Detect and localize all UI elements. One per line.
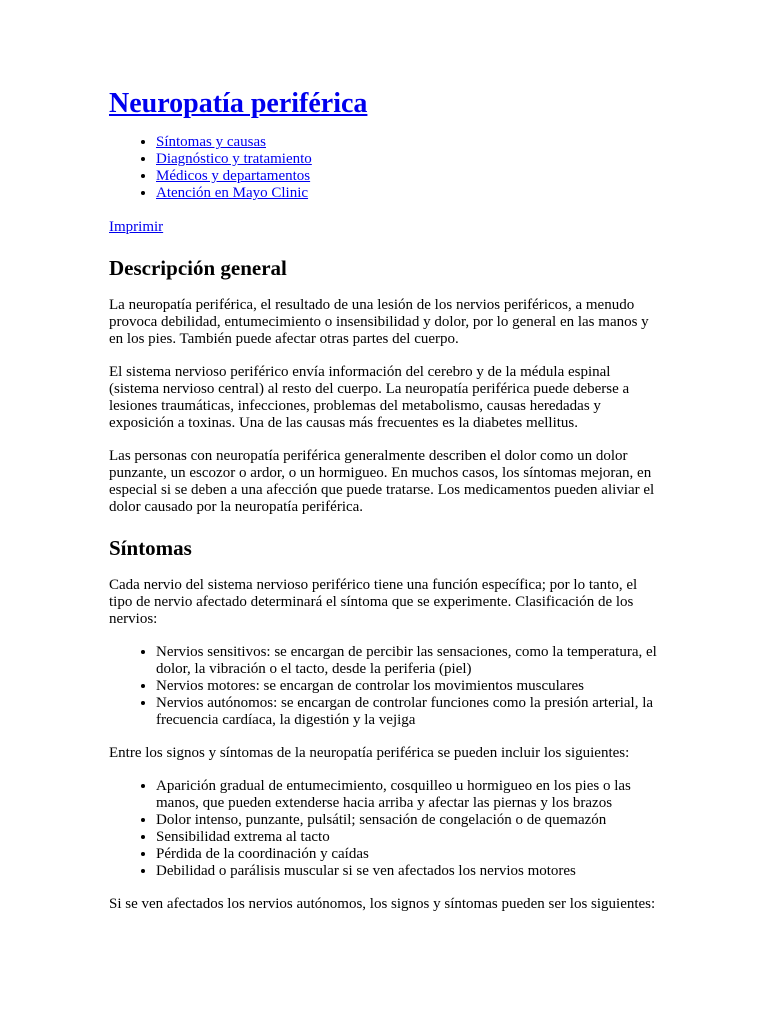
page-title	[109, 86, 659, 122]
nav-link-sintomas[interactable]: Síntomas y causas	[156, 134, 266, 150]
nav-link-medicos[interactable]: Médicos y departamentos	[156, 168, 311, 184]
list-item: • Sensibilidad extrema al tacto	[156, 829, 659, 846]
nav-link-atencion[interactable]: Atención en Mayo Clinic	[156, 185, 309, 201]
list-item: • Aparición gradual de entumecimiento, cosquilleo u hormigueo en los pies o las manos, que pueden extenderse hacia arriba y afectar las piernas y los brazos	[156, 778, 659, 812]
overview-paragraph: La neuropatía periférica, el resultado de una lesión de los nervios periféricos, a menudo provoca debilidad, entumecimiento o insensibilidad y dolor, por lo general en las manos y en los pies. También puede afectar otras partes del cuerpo.	[109, 297, 649, 347]
page-title-link[interactable]: Neuropatía periférica	[109, 88, 368, 119]
signs-intro: Entre los signos y síntomas de la neuropatía periférica se pueden incluir los siguientes:	[109, 745, 630, 761]
autonomic-intro: Si se ven afectados los nervios autónomos, los signos y síntomas pueden ser los siguientes:	[109, 896, 656, 912]
list-item: • Dolor intenso, punzante, pulsátil; sensación de congelación o de quemazón	[156, 812, 659, 829]
nav-item	[156, 134, 659, 151]
nav-item	[156, 185, 659, 202]
nav-item	[156, 168, 659, 185]
nerve-types-list	[109, 644, 659, 729]
section-nav	[109, 134, 659, 202]
print-link[interactable]: Imprimir	[109, 219, 164, 235]
symptoms-heading: Síntomas	[109, 536, 192, 560]
nav-link-diagnostico[interactable]: Diagnóstico y tratamiento	[156, 151, 312, 167]
symptoms-intro: Cada nervio del sistema nervioso periférico tiene una función específica; por lo tanto, el tipo de nervio afectado determinará el síntoma que se experimente. Clasificación de los nervios:	[109, 577, 638, 627]
list-item: • Debilidad o parálisis muscular si se ven afectados los nervios motores	[156, 863, 659, 880]
overview-paragraph: Las personas con neuropatía periférica generalmente describen el dolor como un dolor punzante, un escozor o ardor, o un hormigueo. En muchos casos, los síntomas mejoran, en especial si se deben a una afección que puede tratarse. Los medicamentos pueden aliviar el dolor causado por la neuropatía periférica.	[109, 448, 655, 515]
list-item: • Nervios sensitivos: se encargan de percibir las sensaciones, como la temperatura, el dolor, la vibración o el tacto, desde la periferia (piel)	[156, 644, 659, 678]
list-item: • Nervios motores: se encargan de controlar los movimientos musculares	[156, 678, 659, 695]
list-item: • Pérdida de la coordinación y caídas	[156, 846, 659, 863]
nav-item	[156, 151, 659, 168]
overview-heading: Descripción general	[109, 256, 287, 280]
overview-paragraph: El sistema nervioso periférico envía información del cerebro y de la médula espinal (sistema nervioso central) al resto del cuerpo. La neuropatía periférica puede deberse a lesiones traumáticas, infecciones, problemas del metabolismo, causas heredadas y exposición a toxinas. Una de las causas más frecuentes es la diabetes mellitus.	[109, 364, 630, 431]
signs-list	[109, 778, 659, 880]
list-item: • Nervios autónomos: se encargan de controlar funciones como la presión arterial, la frecuencia cardíaca, la digestión y la vejiga	[156, 695, 659, 729]
